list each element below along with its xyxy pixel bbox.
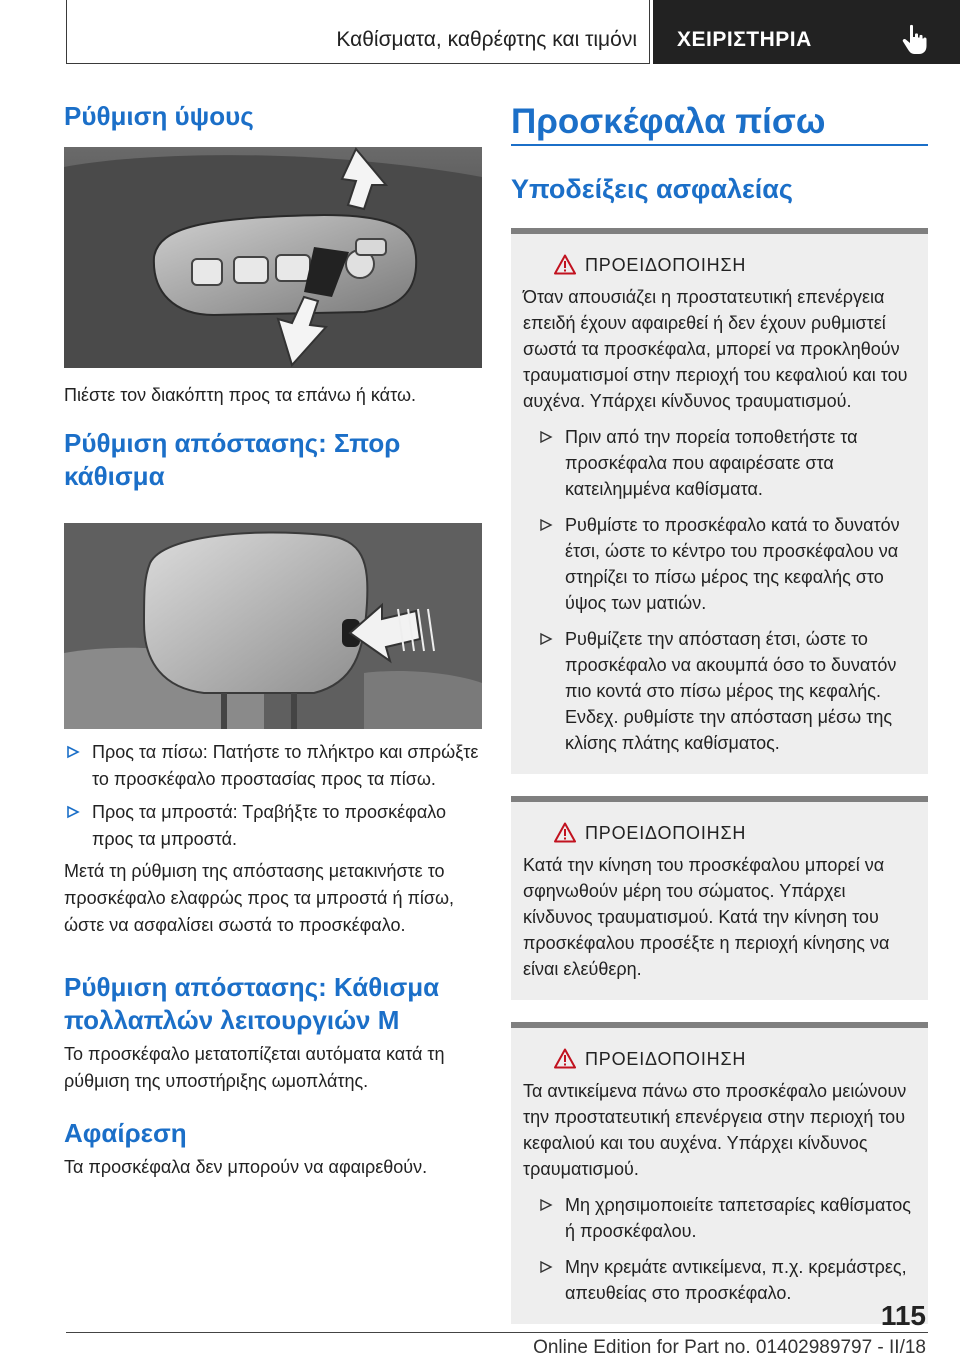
footer-rule: [66, 1332, 928, 1333]
left-column: [64, 100, 482, 1181]
measure-text: Μην κρεμάτε αντικείμενα, π.χ. κρεμάστρες, απευθείας στο προσκέφαλο.: [565, 1256, 907, 1303]
measure-text: Μη χρησιμοποιείτε ταπετσαρίες καθίσματος ή προσκέφαλου.: [565, 1194, 911, 1241]
sport-seat-note: Μετά τη ρύθμιση της απόστασης μετακινήστε το προσκέφαλο ελαφρώς προς τα μπροστά ή πίσω, ώστε να ασφαλίσει σωστά το προσκέφαλο.: [64, 861, 455, 935]
warning-box: [511, 1022, 928, 1324]
triangle-bullet-icon: [539, 632, 553, 646]
page-header: [66, 0, 960, 64]
warning-header: [523, 822, 916, 852]
warning-box: [511, 796, 928, 1000]
triangle-bullet-icon: [539, 1198, 553, 1212]
warning-triangle-icon: [554, 1048, 576, 1069]
rear-headrests-heading: Προσκέφαλα πίσω: [511, 102, 826, 141]
warning-text: Όταν απουσιάζει η προστατευτική επενέργεια επειδή έχουν αφαιρεθεί ή δεν έχουν ρυθμιστεί σωστά τα προσκέφαλα, μπορεί να προκληθούν τραυματισμοί στην περιοχή του κεφαλιού και του αυχένα. Υπάρχει κίνδυνος τραυματισμού.: [523, 286, 908, 411]
list-item: [537, 626, 916, 756]
triangle-bullet-icon: [539, 518, 553, 532]
multifunction-seat-heading: Ρύθμιση απόστασης: Κάθισμα πολλαπλών λειτουργιών M: [64, 972, 440, 1035]
step-text: Προς τα πίσω: Πατήστε το πλήκτρο και σπρώξτε το προσκέφαλο προστασίας προς τα πίσω.: [92, 742, 479, 789]
warning-header: [523, 254, 916, 284]
right-column: [511, 100, 928, 1324]
warning-text: Τα αντικείμενα πάνω στο προσκέφαλο μειώνουν την προστατευτική επενέργεια στην περιοχή του κεφαλιού και του αυχένα. Υπάρχει κίνδυνος τραυματισμού.: [523, 1080, 907, 1179]
warning-title: ΠΡΟΕΙΔΟΠΟΙΗΣΗ: [585, 1048, 747, 1069]
chapter-box: [66, 0, 650, 64]
warning-title: ΠΡΟΕΙΔΟΠΟΙΗΣΗ: [585, 254, 747, 275]
height-instruction: Πιέστε τον διακόπτη προς τα επάνω ή κάτω.: [64, 385, 417, 405]
measure-text: Ρυθμίστε το προσκέφαλο κατά το δυνατόν έτσι, ώστε το κέντρο του προσκέφαλου να στηρίζει το πίσω μέρος της κεφαλής στο ύψος των ματιών.: [565, 514, 900, 613]
triangle-bullet-icon: [539, 1260, 553, 1274]
list-item: [64, 739, 482, 793]
list-item: [537, 424, 916, 502]
warning-title: ΠΡΟΕΙΔΟΠΟΙΗΣΗ: [585, 822, 747, 843]
page-number: 115: [880, 1300, 926, 1331]
chapter-title: Καθίσματα, καθρέφτης και τιμόνι: [336, 28, 637, 51]
triangle-bullet-icon: [66, 745, 80, 759]
seat-switch-photo: [64, 147, 482, 368]
removal-text: Τα προσκέφαλα δεν μπορούν να αφαιρεθούν.: [64, 1157, 428, 1177]
section-tab: [653, 0, 960, 64]
section-tab-label: ΧΕΙΡΙΣΤΗΡΙΑ: [677, 28, 812, 51]
height-heading: Ρύθμιση ύψους: [64, 101, 254, 131]
headrest-button-photo: [64, 523, 482, 729]
list-item: [64, 799, 482, 853]
removal-heading: Αφαίρεση: [64, 1118, 187, 1148]
list-item: [537, 1192, 916, 1244]
multifunction-seat-text: Το προσκέφαλο μετατοπίζεται αυτόματα κατά τη ρύθμιση της υποστήριξης ωμοπλάτης.: [64, 1044, 445, 1091]
warning-measures: [523, 1192, 916, 1306]
measure-text: Πριν από την πορεία τοποθετήστε τα προσκέφαλα που αφαιρέσατε στα κατειλημμένα καθίσματα.: [565, 426, 858, 499]
sport-seat-steps: [64, 739, 482, 853]
list-item: [537, 1254, 916, 1306]
edition-footer: Online Edition for Part no. 01402989797 - II/18: [533, 1337, 926, 1358]
sport-seat-heading: Ρύθμιση απόστασης: Σπορ κάθισμα: [64, 428, 401, 491]
list-item: [537, 512, 916, 616]
hand-pointer-icon: [897, 22, 931, 56]
safety-heading: Υποδείξεις ασφαλείας: [511, 173, 793, 204]
warning-header: [523, 1048, 916, 1078]
step-text: Προς τα μπροστά: Τραβήξτε το προσκέφαλο προς τα μπροστά.: [92, 802, 446, 849]
warning-triangle-icon: [554, 254, 576, 275]
headrest-illustration: [64, 523, 482, 729]
warning-text: Κατά την κίνηση του προσκέφαλου μπορεί να σφηνωθούν μέρη του σώματος. Υπάρχει κίνδυνος τραυματισμού. Κατά την κίνηση του προσκέφαλου προσέξτε η περιοχή κίνησης να είναι ελεύθερη.: [523, 854, 890, 979]
warning-triangle-icon: [554, 822, 576, 843]
warning-box: [511, 228, 928, 774]
seat-switch-illustration: [64, 147, 482, 368]
heading-rule: [511, 144, 928, 146]
triangle-bullet-icon: [539, 430, 553, 444]
triangle-bullet-icon: [66, 805, 80, 819]
warning-measures: [523, 424, 916, 756]
measure-text: Ρυθμίζετε την απόσταση έτσι, ώστε το προσκέφαλο να ακουμπά όσο το δυνατόν πιο κοντά στο πίσω μέρος της κεφαλής. Ενδεχ. ρυθμίστε την απόσταση μέσω της κλίσης πλάτης καθίσματος.: [565, 628, 897, 753]
